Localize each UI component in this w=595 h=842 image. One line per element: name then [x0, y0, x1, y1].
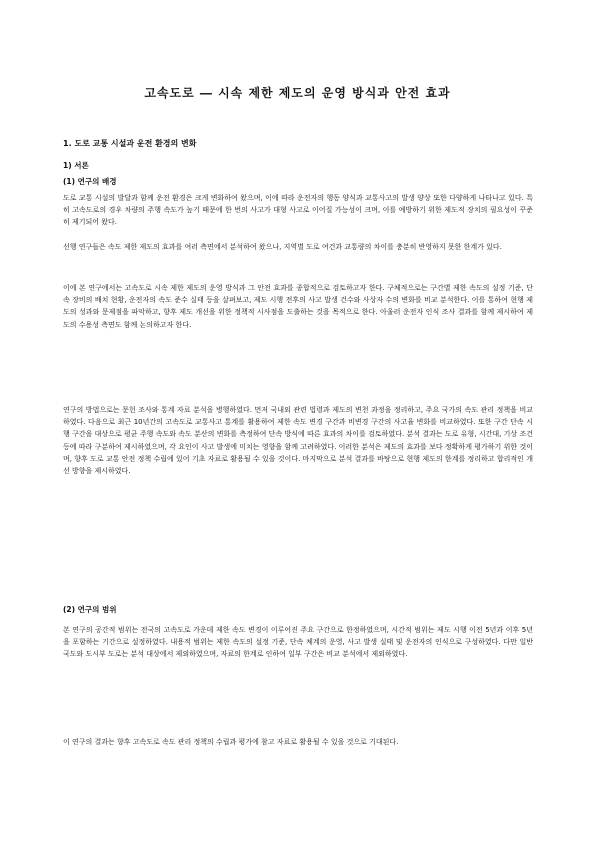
- body-paragraph: 선행 연구들은 속도 제한 제도의 효과를 여러 측면에서 분석하여 왔으나, 지역별 도로 여건과 교통량의 차이를 충분히 반영하지 못한 한계가 있다.: [63, 243, 502, 251]
- subsection-heading: (1) 연구의 배경: [63, 177, 117, 186]
- body-paragraph: 본 연구의 공간적 범위는 전국의 고속도로 가운데 제한 속도 변경이 이루어진 주요 구간으로 한정하였으며, 시간적 범위는 제도 시행 이전 5년과 이후 5년을 포함하는 기간으로 설정하였다. 내용적 범위는 제한 속도의 설정 기준, 단속 체계의 운영, 사고 발생 실태 및 운전자의 인식으로 구성하였다. 다만 일반 국도와 도시부 도로는 분석 대상에서 제외하였으며, 자료의 한계로 인하여 일부 구간은 비교 분석에서 제외하였다.: [63, 626, 533, 659]
- body-paragraph: 이 연구의 결과는 향후 고속도로 속도 관리 정책의 수립과 평가에 참고 자료로 활용될 수 있을 것으로 기대된다.: [63, 738, 399, 746]
- section-heading: 1) 서론: [63, 161, 89, 170]
- body-paragraph: 도로 교통 시설의 발달과 함께 운전 환경은 크게 변화하여 왔으며, 이에 따라 운전자의 행동 양식과 교통사고의 발생 양상 또한 다양하게 나타나고 있다. 특히 고속도로의 경우 차량의 주행 속도가 높기 때문에 한 번의 사고가 대형 사고로 이어질 가능성이 크며, 이를 예방하기 위한 제도적 장치의 필요성이 꾸준히 제기되어 왔다.: [63, 194, 533, 227]
- document-title: 고속도로 ― 시속 제한 제도의 운영 방식과 안전 효과: [144, 86, 451, 100]
- section-heading: (2) 연구의 범위: [63, 605, 117, 614]
- chapter-heading: 1. 도로 교통 시설과 운전 환경의 변화: [63, 139, 197, 148]
- body-paragraph: 이에 본 연구에서는 고속도로 시속 제한 제도의 운영 방식과 그 안전 효과를 종합적으로 검토하고자 한다. 구체적으로는 구간별 제한 속도의 설정 기준, 단속 장비의 배치 현황, 운전자의 속도 준수 실태 등을 살펴보고, 제도 시행 전후의 사고 발생 건수와 사상자 수의 변화를 비교 분석한다. 이를 통하여 현행 제도의 성과와 문제점을 파악하고, 향후 제도 개선을 위한 정책적 시사점을 도출하는 것을 목적으로 한다. 아울러 운전자 인식 조사 결과를 함께 제시하여 제도의 수용성 측면도 함께 논의하고자 한다.: [63, 284, 533, 329]
- body-paragraph: 연구의 방법으로는 문헌 조사와 통계 자료 분석을 병행하였다. 먼저 국내외 관련 법령과 제도의 변천 과정을 정리하고, 주요 국가의 속도 관리 정책을 비교하였다. 다음으로 최근 10년간의 고속도로 교통사고 통계를 활용하여 제한 속도 변경 구간과 비변경 구간의 사고율 변화를 비교하였다. 또한 구간 단속 시행 구간을 대상으로 평균 주행 속도와 속도 분산의 변화를 측정하여 단속 방식에 따른 효과의 차이를 검토하였다. 분석 결과는 도로 유형, 시간대, 기상 조건 등에 따라 구분하여 제시하였으며, 각 요인이 사고 발생에 미치는 영향을 함께 고려하였다. 이러한 분석은 제도의 효과를 보다 정확하게 평가하기 위한 것이며, 향후 도로 교통 안전 정책 수립에 있어 기초 자료로 활용될 수 있을 것이다. 마지막으로 분석 결과를 바탕으로 현행 제도의 한계를 정리하고 합리적인 개선 방향을 제시하였다.: [63, 406, 534, 476]
